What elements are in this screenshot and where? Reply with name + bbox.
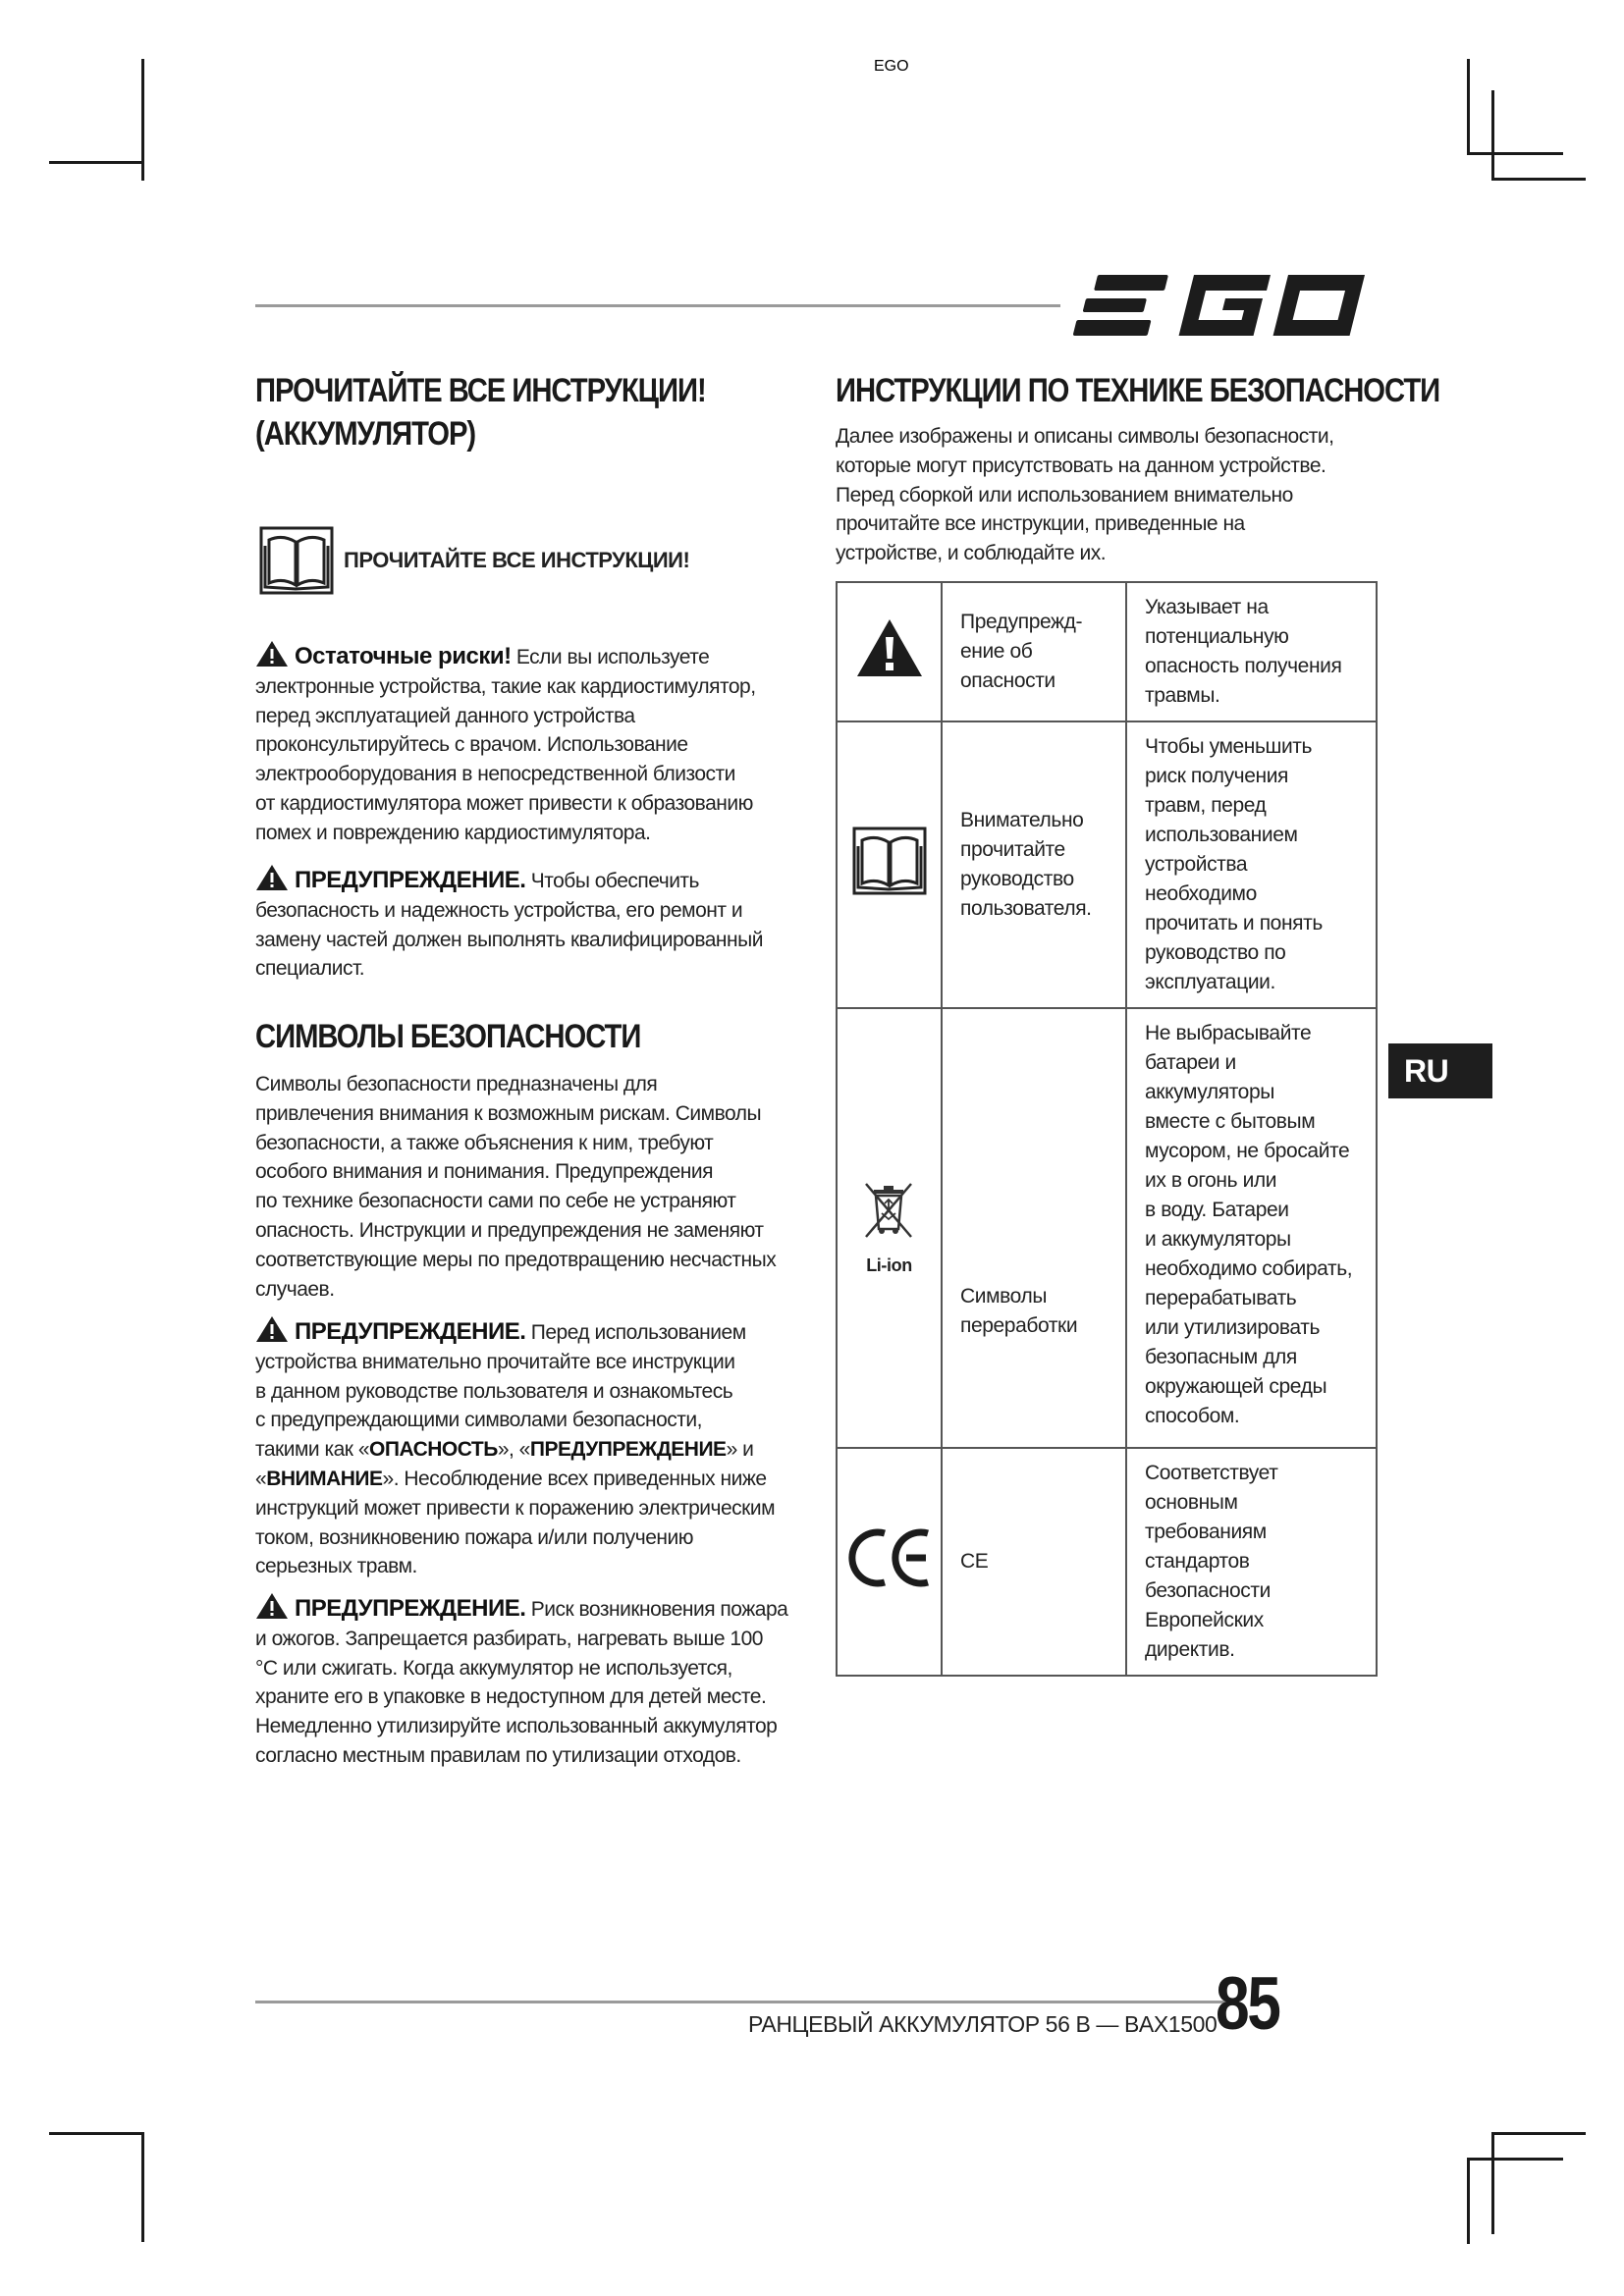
header-rule xyxy=(255,304,1060,307)
desc-line: мусором, не бросайте xyxy=(1145,1140,1350,1162)
desc-line: в воду. Батареи xyxy=(1145,1199,1289,1221)
desc-line: Соответствует xyxy=(1145,1462,1278,1484)
name-line: руководство xyxy=(960,868,1074,890)
warning-lead: ПРЕДУПРЕЖДЕНИЕ. xyxy=(295,1318,526,1345)
desc-line: безопасности xyxy=(1145,1579,1271,1602)
page-title-line1: ПРОЧИТАЙТЕ ВСЕ ИНСТРУКЦИИ! xyxy=(255,372,706,409)
residual-line: электронные устройства, такие как кардиостимулятор, xyxy=(255,674,756,698)
desc-line: батареи и xyxy=(1145,1051,1236,1074)
desc-line: необходимо собирать, xyxy=(1145,1257,1353,1280)
section-heading: СИМВОЛЫ БЕЗОПАСНОСТИ xyxy=(255,1018,641,1055)
warning-line: и ожогов. Запрещается разбирать, нагревать выше 100 xyxy=(255,1627,763,1650)
safety-symbols-table xyxy=(836,581,1378,1677)
footer-rule xyxy=(255,2001,1227,2003)
crop-mark xyxy=(49,161,143,164)
name-line: опасности xyxy=(960,669,1056,692)
desc-line: Указывает на xyxy=(1145,596,1269,618)
crop-mark xyxy=(1467,2158,1470,2244)
desc-line: опасность получения xyxy=(1145,655,1342,677)
read-all-label: ПРОЧИТАЙТЕ ВСЕ ИНСТРУКЦИИ! xyxy=(344,548,690,572)
intro-line: прочитайте все инструкции, приведенные на xyxy=(836,512,1245,536)
warning-line: согласно местным правилам по утилизации отходов. xyxy=(255,1743,741,1767)
warning-repair-block xyxy=(255,864,805,984)
desc-cell xyxy=(1126,1448,1377,1676)
warning-word: ПРЕДУПРЕЖДЕНИЕ xyxy=(529,1438,727,1462)
intro-line: Перед сборкой или использованием внимательно xyxy=(836,483,1293,507)
residual-risks-block xyxy=(255,640,805,848)
crop-mark xyxy=(1491,2132,1494,2234)
desc-line: Не выбрасывайте xyxy=(1145,1022,1312,1044)
ego-logo xyxy=(874,58,1375,346)
residual-lead: Остаточные риски! xyxy=(295,643,512,669)
desc-line: основным xyxy=(1145,1491,1238,1514)
desc-line: их в огонь или xyxy=(1145,1169,1277,1192)
name-line: пользователя. xyxy=(960,897,1092,920)
book-icon xyxy=(259,526,334,595)
desc-line: вместе с бытовым xyxy=(1145,1110,1316,1133)
text-span: « xyxy=(255,1467,267,1490)
ego-logo-mark xyxy=(874,58,1375,346)
crossed-bin-icon xyxy=(858,1182,921,1255)
crop-mark xyxy=(1467,2158,1563,2161)
name-cell xyxy=(942,1448,1126,1676)
desc-line: стандартов xyxy=(1145,1550,1250,1573)
name-line: Символы xyxy=(960,1285,1048,1308)
symbols-line: безопасности, а также объяснения к ним, требуют xyxy=(255,1131,714,1154)
crop-mark xyxy=(1467,152,1563,155)
name-line: Внимательно xyxy=(960,809,1084,831)
symbols-line: особого внимания и понимания. Предупреждения xyxy=(255,1160,713,1184)
warning-lead: ПРЕДУПРЕЖДЕНИЕ. xyxy=(295,1595,526,1622)
left-title xyxy=(255,369,779,455)
residual-line xyxy=(255,640,805,672)
crop-mark xyxy=(1491,178,1586,181)
text-span: », « xyxy=(497,1438,530,1462)
warning-line xyxy=(255,1592,805,1625)
ce-mark-icon xyxy=(845,1527,934,1588)
desc-line: эксплуатации. xyxy=(1145,971,1275,993)
residual-line: проконсультируйтесь с врачом. Использование xyxy=(255,733,688,757)
symbols-line: соответствующие меры по предотвращению несчастных xyxy=(255,1248,777,1271)
warning-line: инструкций может привести к поражению электрическим xyxy=(255,1496,776,1520)
symbols-heading xyxy=(255,1015,703,1058)
desc-line: Европейских xyxy=(1145,1609,1264,1631)
icon-cell xyxy=(837,582,942,721)
desc-line: необходимо xyxy=(1145,882,1257,905)
warning-triangle-icon xyxy=(255,640,289,667)
crop-mark xyxy=(1491,2132,1586,2135)
manual-book-icon xyxy=(852,827,927,895)
warning-line: замену частей должен выполнять квалифицированный xyxy=(255,928,763,951)
desc-line: и аккумуляторы xyxy=(1145,1228,1291,1251)
warning-fire-block xyxy=(255,1592,805,1771)
symbols-line: опасность. Инструкции и предупреждения не заменяют xyxy=(255,1218,764,1242)
warning-line: безопасность и надежность устройства, его ремонт и xyxy=(255,898,743,922)
text-span: такими как « xyxy=(255,1438,370,1462)
name-line: CE xyxy=(960,1550,989,1573)
icon-cell xyxy=(837,721,942,1008)
crop-mark xyxy=(141,2132,144,2242)
warning-line xyxy=(255,864,805,896)
crop-mark xyxy=(1491,90,1494,181)
desc-line: травм, перед xyxy=(1145,794,1267,817)
intro-line: устройстве, и соблюдайте их. xyxy=(836,542,1107,565)
desc-line: риск получения xyxy=(1145,765,1288,787)
desc-line: прочитать и понять xyxy=(1145,912,1323,934)
desc-line: аккумуляторы xyxy=(1145,1081,1274,1103)
warning-line: током, возникновению пожара и/или получению xyxy=(255,1525,693,1549)
danger-word: ОПАСНОСТЬ xyxy=(369,1438,498,1462)
page-number: 85 xyxy=(1216,1962,1279,2046)
table-row xyxy=(837,1448,1377,1676)
desc-line: травмы. xyxy=(1145,684,1220,707)
desc-line: способом. xyxy=(1145,1405,1240,1427)
residual-line: перед эксплуатацией данного устройства xyxy=(255,704,635,727)
section-heading: ИНСТРУКЦИИ ПО ТЕХНИКЕ БЕЗОПАСНОСТИ xyxy=(836,372,1440,409)
warning-line: с предупреждающими символами безопасности, xyxy=(255,1409,702,1432)
residual-line: от кардиостимулятора может привести к образованию xyxy=(255,791,753,815)
right-intro xyxy=(836,422,1385,568)
table-row xyxy=(837,1008,1377,1448)
right-heading xyxy=(836,369,1538,412)
icon-cell xyxy=(837,1448,942,1676)
warning-line: °С или сжигать. Когда аккумулятор не используется, xyxy=(255,1656,732,1680)
name-line: Предупрежд- xyxy=(960,611,1083,633)
symbols-paragraph xyxy=(255,1070,805,1304)
name-line: ение об xyxy=(960,640,1033,663)
symbols-line: случаев. xyxy=(255,1277,335,1301)
warning-line xyxy=(255,1465,805,1494)
symbols-line: по технике безопасности сами по себе не устраняют xyxy=(255,1190,736,1213)
warning-line: специалист. xyxy=(255,957,365,981)
warning-triangle-icon xyxy=(855,617,924,678)
caution-word: ВНИМАНИЕ xyxy=(266,1467,383,1490)
table-row xyxy=(837,721,1377,1008)
name-cell xyxy=(942,1008,1126,1448)
li-ion-label: Li-ion xyxy=(866,1255,912,1275)
desc-cell xyxy=(1126,582,1377,721)
desc-cell xyxy=(1126,721,1377,1008)
warning-line xyxy=(255,1435,805,1465)
desc-cell xyxy=(1126,1008,1377,1448)
icon-cell xyxy=(837,1008,942,1448)
intro-line: Далее изображены и описаны символы безопасности, xyxy=(836,425,1334,448)
read-all-notice xyxy=(259,526,711,595)
desc-line: требованиям xyxy=(1145,1521,1267,1543)
warning-text: Чтобы обеспечить xyxy=(525,870,699,892)
name-line: прочитайте xyxy=(960,838,1065,861)
desc-line: или утилизировать xyxy=(1145,1316,1320,1339)
desc-line: потенциальную xyxy=(1145,625,1289,648)
logo-text: EGO xyxy=(874,58,909,75)
text-span: » и xyxy=(726,1438,754,1462)
warning-text: Перед использованием xyxy=(525,1321,746,1344)
warning-instructions-block xyxy=(255,1315,805,1581)
crop-mark xyxy=(49,2132,143,2135)
desc-line: Чтобы уменьшить xyxy=(1145,735,1313,758)
desc-line: директив. xyxy=(1145,1638,1235,1661)
desc-line: устройства xyxy=(1145,853,1248,876)
warning-line: устройства внимательно прочитайте все инструкции xyxy=(255,1350,735,1373)
warning-lead: ПРЕДУПРЕЖДЕНИЕ. xyxy=(295,867,526,893)
desc-line: безопасным для xyxy=(1145,1346,1297,1368)
intro-line: которые могут присутствовать на данном устройстве. xyxy=(836,454,1326,477)
language-tab: RU xyxy=(1388,1043,1492,1098)
warning-line: Немедленно утилизируйте использованный аккумулятор xyxy=(255,1715,778,1738)
name-line: переработки xyxy=(960,1314,1078,1337)
warning-triangle-icon xyxy=(255,864,289,891)
residual-line: помех и повреждению кардиостимулятора. xyxy=(255,821,651,844)
crop-mark xyxy=(1467,59,1470,155)
name-cell xyxy=(942,721,1126,1008)
desc-line: использованием xyxy=(1145,824,1298,846)
residual-line: электрооборудования в непосредственной близости xyxy=(255,763,735,786)
warning-triangle-icon xyxy=(255,1592,289,1620)
warning-line: храните его в упаковке в недоступном для детей месте. xyxy=(255,1685,767,1709)
desc-line: перерабатывать xyxy=(1145,1287,1297,1309)
text-span: ». Несоблюдение всех приведенных ниже xyxy=(382,1467,767,1490)
warning-triangle-icon xyxy=(255,1315,289,1343)
footer-product: РАНЦЕВЫЙ АККУМУЛЯТОР 56 В — BAX1500 xyxy=(748,2011,1218,2037)
warning-line xyxy=(255,1315,805,1348)
residual-text: Если вы используете xyxy=(511,646,710,668)
name-cell xyxy=(942,582,1126,721)
symbols-line: Символы безопасности предназначены для xyxy=(255,1073,658,1095)
desc-line: руководство по xyxy=(1145,941,1286,964)
page-title-line2: (АККУМУЛЯТОР) xyxy=(255,415,476,453)
table-row xyxy=(837,582,1377,721)
warning-line: серьезных травм. xyxy=(255,1555,417,1578)
symbols-line: привлечения внимания к возможным рискам. Символы xyxy=(255,1101,762,1125)
warning-text: Риск возникновения пожара xyxy=(525,1598,788,1621)
desc-line: окружающей среды xyxy=(1145,1375,1327,1398)
warning-line: в данном руководстве пользователя и ознакомьтесь xyxy=(255,1379,733,1403)
